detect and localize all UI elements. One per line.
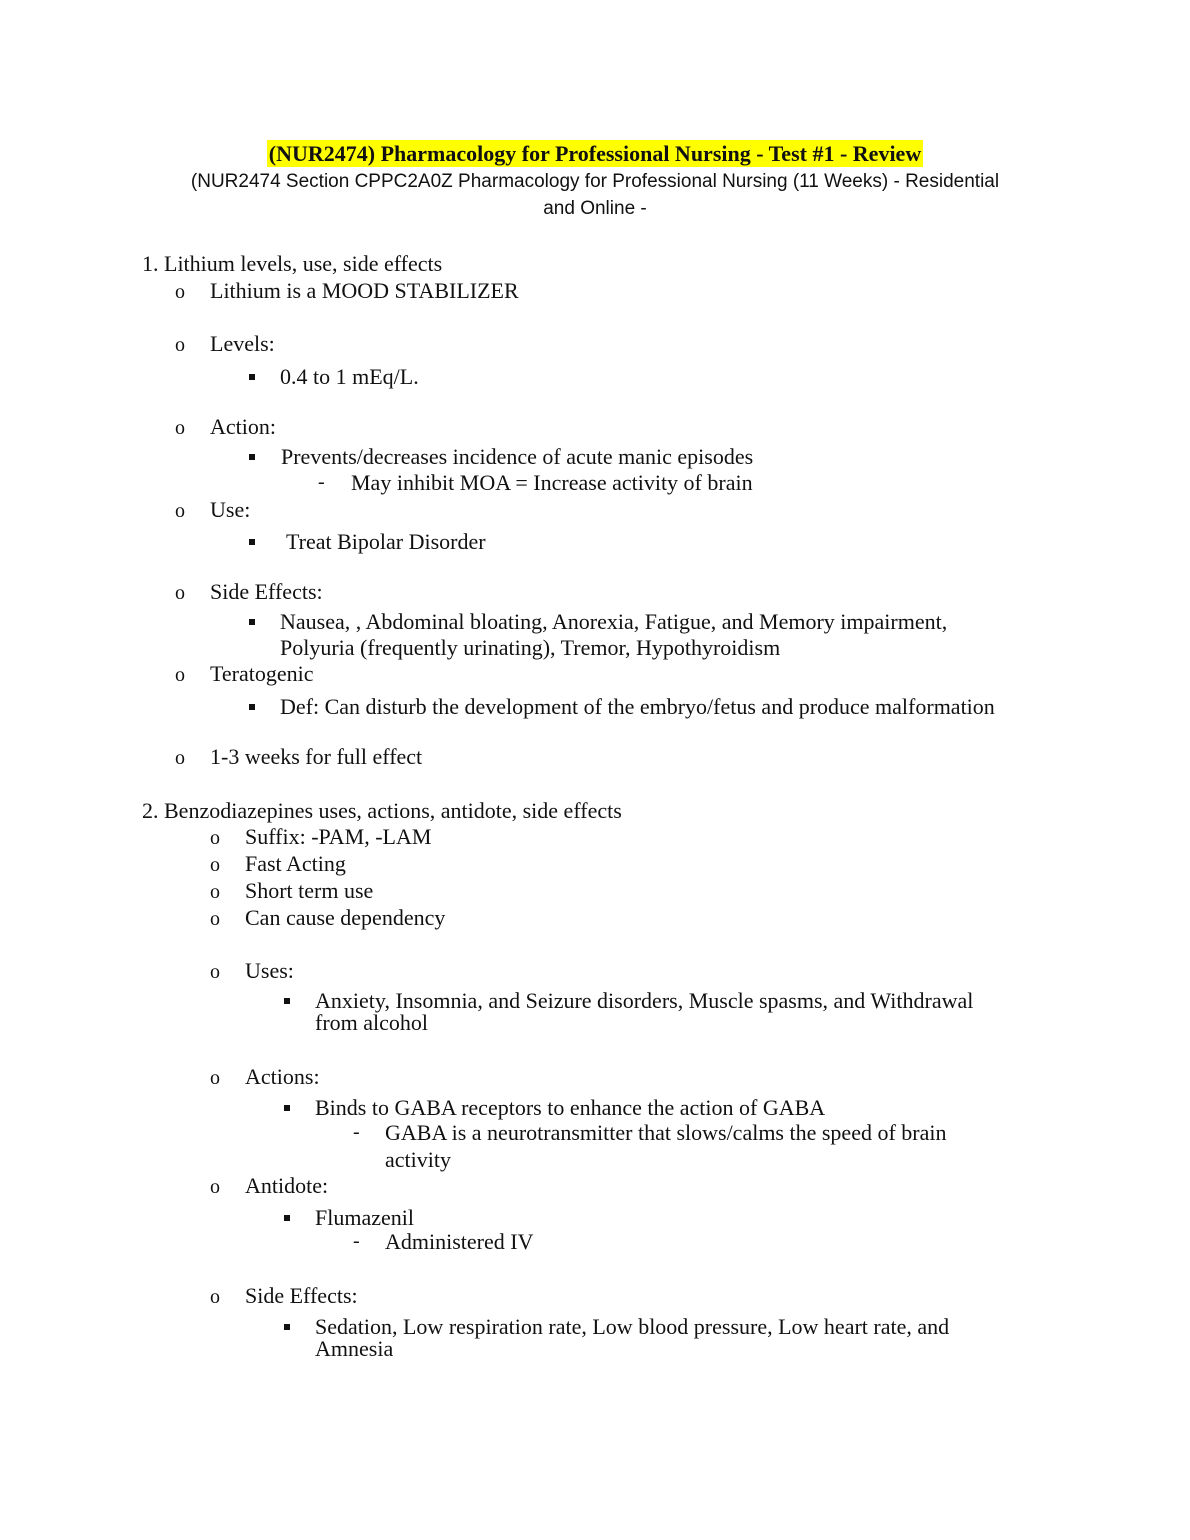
s2-actions-subdetail-line-1: GABA is a neurotransmitter that slows/calms the speed of brain <box>385 1120 947 1145</box>
s1-item-full-effect: 1-3 weeks for full effect <box>210 744 423 769</box>
s1-teratogenic-definition: Def: Can disturb the development of the embryo/fetus and produce malformation <box>280 694 995 719</box>
circle-bullet: o <box>175 334 185 356</box>
s2-item-fast-acting: Fast Acting <box>245 851 346 876</box>
square-bullet-icon <box>284 998 290 1004</box>
dash-bullet: - <box>353 1230 360 1252</box>
dash-bullet: - <box>318 471 325 493</box>
dash-bullet: - <box>353 1121 360 1143</box>
subtitle-line-2: and Online - <box>543 198 647 219</box>
square-bullet-icon <box>284 1105 290 1111</box>
s1-item-levels: Levels: <box>210 331 275 356</box>
s2-item-dependency: Can cause dependency <box>245 905 446 930</box>
circle-bullet: o <box>210 827 220 849</box>
square-bullet-icon <box>249 619 255 625</box>
s2-item-antidote: Antidote: <box>245 1173 329 1198</box>
s1-action-detail: Prevents/decreases incidence of acute manic episodes <box>281 444 754 469</box>
circle-bullet: o <box>210 908 220 930</box>
s2-uses-line-2: from alcohol <box>315 1010 429 1035</box>
square-bullet-icon <box>249 454 255 460</box>
s2-side-effects-line-1: Sedation, Low respiration rate, Low blood pressure, Low heart rate, and <box>315 1314 950 1339</box>
s2-item-side-effects: Side Effects: <box>245 1283 358 1308</box>
circle-bullet: o <box>210 961 220 983</box>
s1-item-teratogenic: Teratogenic <box>210 661 314 686</box>
circle-bullet: o <box>175 582 185 604</box>
s2-item-short-term: Short term use <box>245 878 374 903</box>
section-1-heading: 1. Lithium levels, use, side effects <box>142 251 443 276</box>
s1-levels-value: 0.4 to 1 mEq/L. <box>280 364 419 389</box>
s2-item-suffix: Suffix: -PAM, -LAM <box>245 824 432 849</box>
document-title: (NUR2474) Pharmacology for Professional Nursing - Test #1 - Review <box>268 141 922 166</box>
s2-antidote-drug: Flumazenil <box>315 1205 414 1230</box>
circle-bullet: o <box>210 1176 220 1198</box>
section-2-heading: 2. Benzodiazepines uses, actions, antidote, side effects <box>142 798 622 823</box>
square-bullet-icon <box>249 374 255 380</box>
circle-bullet: o <box>175 417 185 439</box>
square-bullet-icon <box>284 1215 290 1221</box>
s2-actions-detail: Binds to GABA receptors to enhance the action of GABA <box>315 1095 826 1120</box>
subtitle-line-1: (NUR2474 Section CPPC2A0Z Pharmacology for Professional Nursing (11 Weeks) - Residential <box>190 171 1000 192</box>
s1-item-use: Use: <box>210 497 251 522</box>
title-row <box>0 140 1190 168</box>
s1-item-mood-stabilizer: Lithium is a MOOD STABILIZER <box>210 278 519 303</box>
circle-bullet: o <box>210 1067 220 1089</box>
circle-bullet: o <box>175 281 185 303</box>
s1-item-side-effects: Side Effects: <box>210 579 323 604</box>
s2-item-uses: Uses: <box>245 958 294 983</box>
s2-item-actions: Actions: <box>245 1064 320 1089</box>
circle-bullet: o <box>210 854 220 876</box>
circle-bullet: o <box>175 664 185 686</box>
s1-action-subdetail: May inhibit MOA = Increase activity of brain <box>351 470 753 495</box>
circle-bullet: o <box>175 747 185 769</box>
s2-uses-line-1: Anxiety, Insomnia, and Seizure disorders, Muscle spasms, and Withdrawal <box>315 988 974 1013</box>
square-bullet-icon <box>284 1324 290 1330</box>
square-bullet-icon <box>249 704 255 710</box>
s2-side-effects-line-2: Amnesia <box>315 1336 394 1361</box>
square-bullet-icon <box>249 539 255 545</box>
s1-use-detail: Treat Bipolar Disorder <box>286 529 486 554</box>
circle-bullet: o <box>175 500 185 522</box>
s1-side-effects-line-1: Nausea, , Abdominal bloating, Anorexia, Fatigue, and Memory impairment, <box>280 609 948 634</box>
s2-antidote-route: Administered IV <box>385 1229 534 1254</box>
s1-item-action: Action: <box>210 414 276 439</box>
s2-actions-subdetail-line-2: activity <box>385 1147 451 1172</box>
s1-side-effects-line-2: Polyuria (frequently urinating), Tremor, Hypothyroidism <box>280 635 781 660</box>
circle-bullet: o <box>210 881 220 903</box>
circle-bullet: o <box>210 1286 220 1308</box>
